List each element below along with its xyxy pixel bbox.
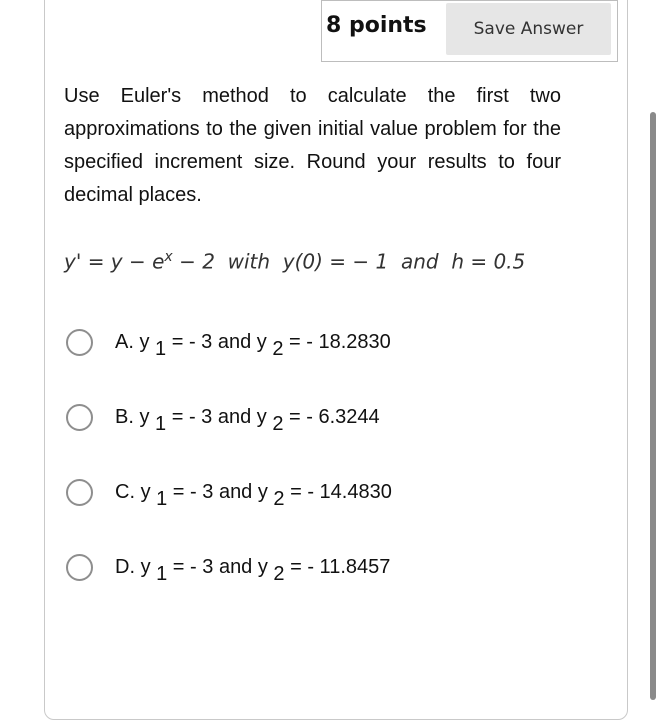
option-c[interactable]: [66, 479, 392, 510]
equation: [64, 249, 525, 274]
option-label: A. y $_1$ = - 3 and y $_2$ = - 18.2830: [115, 331, 391, 360]
radio-button[interactable]: [66, 329, 93, 356]
points-label: 8 points: [326, 13, 427, 38]
radio-button[interactable]: [66, 554, 93, 581]
option-label: D. y $_1$ = - 3 and y $_2$ = - 11.8457: [115, 556, 391, 585]
option-a[interactable]: [66, 329, 391, 360]
option-d[interactable]: [66, 554, 391, 585]
question-text: Use Euler's method to calculate the first two approximations to the given initial value problem for the specified increment size. Round your results to four decimal places.: [64, 85, 561, 206]
scrollbar[interactable]: [650, 112, 656, 700]
option-label: C. y $_1$ = - 3 and y $_2$ = - 14.4830: [115, 481, 392, 510]
radio-button[interactable]: [66, 404, 93, 431]
option-label: B. y $_1$ = - 3 and y $_2$ = - 6.3244: [115, 406, 380, 435]
option-b[interactable]: [66, 404, 380, 435]
equation-lhs: y' = y − e: [64, 249, 165, 274]
equation-exponent: x: [164, 249, 173, 265]
save-answer-button[interactable]: Save Answer: [446, 3, 611, 55]
radio-button[interactable]: [66, 479, 93, 506]
equation-rest: − 2 with y(0) = − 1 and h = 0.5: [172, 249, 526, 274]
